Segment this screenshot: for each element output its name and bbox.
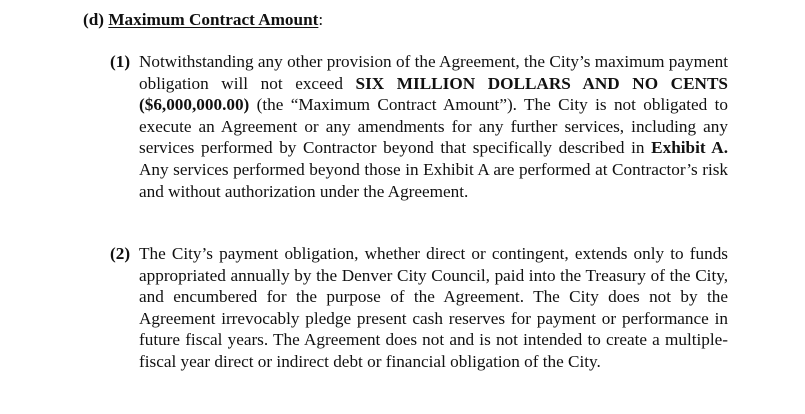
paragraph-text: Notwithstanding any other provision of the Agreement, the City’s maximum payment obligation will not exceed [139, 52, 728, 93]
paragraph-number: (1) [110, 52, 131, 71]
paragraph-number: (2) [110, 244, 131, 263]
section-label: (d) [83, 10, 105, 29]
paragraph-2 [110, 243, 729, 373]
section-heading [83, 8, 323, 32]
paragraph-body [139, 51, 728, 202]
paragraph-1 [110, 51, 729, 202]
paragraph-text: The City’s payment obligation, whether direct or contingent, extends only to funds appropriated annually by the Denver City Council, paid into the Treasury of the City, and encumbered for the purpose of the Agreement. The City does not by the Agreement irrevocably pledge present cash reserves for payment or performance in future fiscal years. The Agreement does not and is not intended to create a multiple-fiscal year direct or indirect debt or financial obligation of the City. [139, 244, 728, 371]
paragraph-body [139, 243, 728, 373]
section-colon: : [318, 10, 324, 29]
paragraph-text: Any services performed beyond those in Exhibit A are performed at Contractor’s risk and without authorization under the Agreement. [139, 159, 728, 201]
exhibit-reference: Exhibit A. [651, 138, 728, 158]
amount-bold-text: SIX MILLION DOLLARS AND NO CENTS ($6,000,000.00) [139, 73, 728, 115]
section-title: Maximum Contract Amount [108, 10, 319, 29]
paragraph-text: (the “Maximum Contract Amount”). The City is not obligated to execute an Agreement or any amendments for any further services, including any services performed by Contractor beyond that specifically described in [139, 95, 728, 158]
